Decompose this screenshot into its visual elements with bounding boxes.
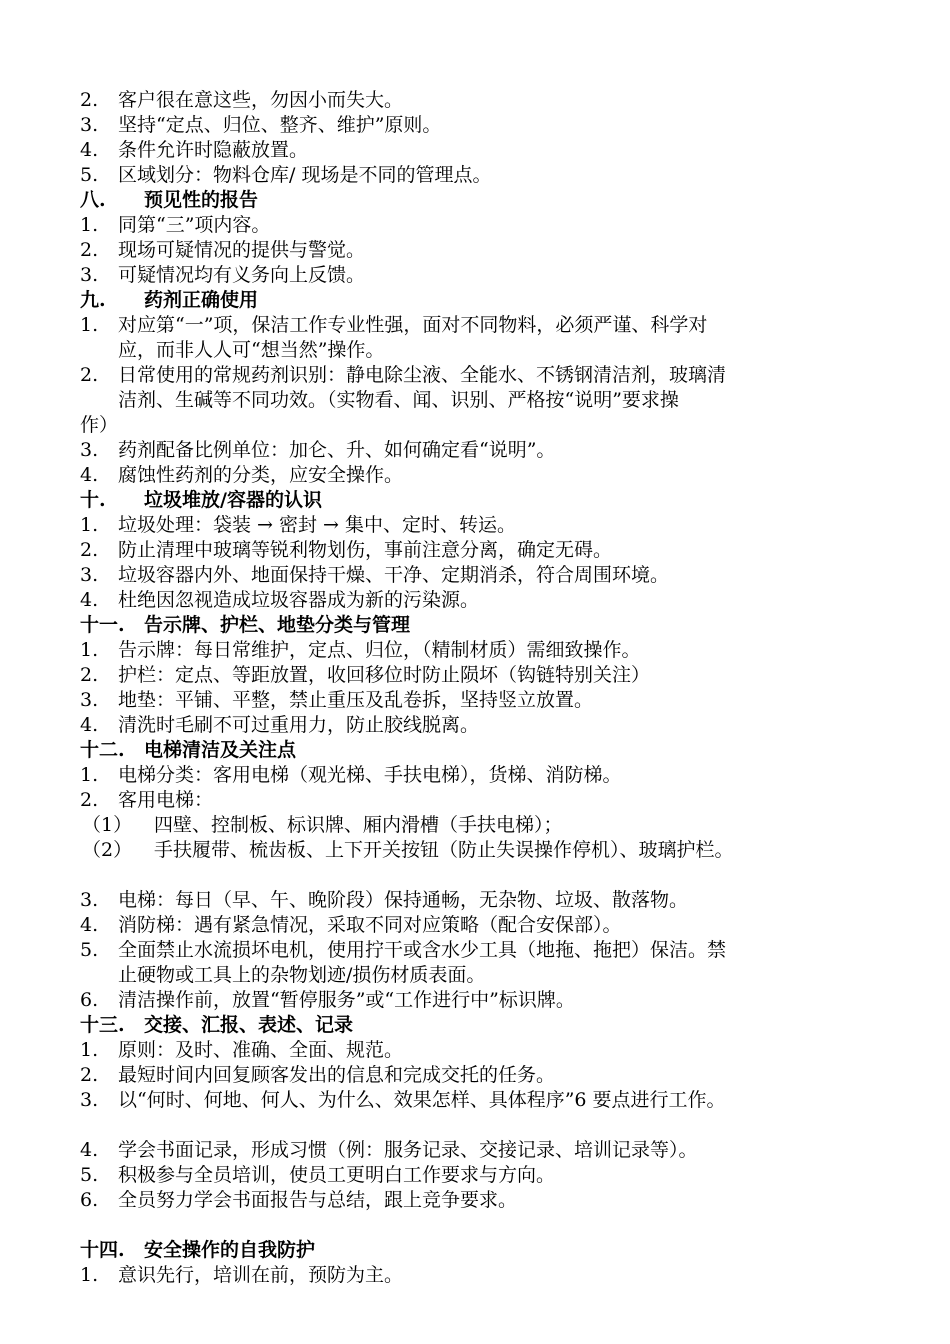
list-item bbox=[80, 1138, 910, 1163]
list-item bbox=[80, 313, 910, 338]
item-number: 1. bbox=[80, 1039, 99, 1061]
list-item bbox=[80, 588, 910, 613]
section-number: 十四. bbox=[80, 1239, 125, 1261]
item-number: 3. bbox=[80, 564, 99, 586]
item-number: 4. bbox=[80, 589, 99, 611]
item-number: 1. bbox=[80, 514, 99, 536]
list-item bbox=[80, 88, 910, 113]
section-number: 八. bbox=[80, 189, 106, 211]
list-item-continuation bbox=[80, 963, 910, 988]
section-number: 十二. bbox=[80, 739, 125, 761]
item-text: 同第“三”项内容。 bbox=[118, 214, 271, 236]
section-title: 安全操作的自我防护 bbox=[144, 1239, 316, 1261]
item-number: 2. bbox=[80, 664, 99, 686]
item-text: 防止清理中玻璃等锐利物划伤，事前注意分离，确定无碍。 bbox=[118, 539, 613, 561]
section-number: 九. bbox=[80, 289, 106, 311]
list-item bbox=[80, 688, 910, 713]
item-text: 杜绝因忽视造成垃圾容器成为新的污染源。 bbox=[118, 589, 480, 611]
list-item bbox=[80, 263, 910, 288]
sub-item-number: （2） bbox=[82, 839, 133, 861]
item-text: 告示牌：每日常维护，定点、归位，（精制材质）需细致操作。 bbox=[118, 639, 641, 661]
item-number: 3. bbox=[80, 1089, 99, 1111]
item-text: 全面禁止水流损坏电机，使用拧干或含水少工具（地拖、拖把）保洁。禁 bbox=[118, 939, 727, 961]
blank-line bbox=[80, 863, 910, 888]
item-number: 4. bbox=[80, 139, 99, 161]
section-heading bbox=[80, 188, 910, 213]
list-item bbox=[80, 1163, 910, 1188]
item-number: 5. bbox=[80, 1164, 99, 1186]
item-text: 清洗时毛刷不可过重用力，防止胶线脱离。 bbox=[118, 714, 480, 736]
item-text: 坚持“定点、归位、整齐、维护”原则。 bbox=[118, 114, 442, 136]
item-number: 4. bbox=[80, 714, 99, 736]
list-item bbox=[80, 513, 910, 538]
item-number: 3. bbox=[80, 114, 99, 136]
item-text: 可疑情况均有义务向上反馈。 bbox=[118, 264, 366, 286]
list-item bbox=[80, 888, 910, 913]
item-text: 洁剂、生碱等不同功效。（实物看、闻、识别、严格按“说明”要求操 bbox=[118, 389, 679, 411]
list-item bbox=[80, 1038, 910, 1063]
item-number: 3. bbox=[80, 439, 99, 461]
list-item bbox=[80, 1263, 910, 1288]
item-text: 护栏：定点、等距放置，收回移位时防止陨坏（钩链特别关注） bbox=[118, 664, 651, 686]
item-text: 意识先行，培训在前，预防为主。 bbox=[118, 1264, 404, 1286]
list-item bbox=[80, 213, 910, 238]
item-text: 止硬物或工具上的杂物划迹/损伤材质表面。 bbox=[118, 964, 486, 986]
blank-line bbox=[80, 1113, 910, 1138]
list-item bbox=[80, 1088, 910, 1113]
section-title: 告示牌、护栏、地垫分类与管理 bbox=[144, 614, 411, 636]
item-text: 现场可疑情况的提供与警觉。 bbox=[118, 239, 366, 261]
list-item bbox=[80, 1188, 910, 1213]
item-text: 四壁、控制板、标识牌、厢内滑槽（手扶电梯）； bbox=[154, 814, 563, 836]
list-item bbox=[80, 1063, 910, 1088]
list-item bbox=[80, 163, 910, 188]
item-number: 4. bbox=[80, 914, 99, 936]
item-number: 5. bbox=[80, 939, 99, 961]
section-heading bbox=[80, 288, 910, 313]
list-item bbox=[80, 363, 910, 388]
list-item bbox=[80, 913, 910, 938]
section-title: 预见性的报告 bbox=[144, 189, 259, 211]
section-number: 十一. bbox=[80, 614, 125, 636]
list-item bbox=[80, 113, 910, 138]
sub-item-number: （1） bbox=[82, 814, 133, 836]
section-heading bbox=[80, 488, 910, 513]
item-number: 4. bbox=[80, 1139, 99, 1161]
item-text: 垃圾处理：袋装 → 密封 → 集中、定时、转运。 bbox=[118, 514, 516, 536]
section-heading bbox=[80, 738, 910, 763]
section-number: 十. bbox=[80, 489, 106, 511]
list-item bbox=[80, 438, 910, 463]
list-item bbox=[80, 138, 910, 163]
item-number: 1. bbox=[80, 314, 99, 336]
item-number: 1. bbox=[80, 639, 99, 661]
list-item-continuation bbox=[80, 413, 910, 438]
item-text: 区域划分：物料仓库/ 现场是不同的管理点。 bbox=[118, 164, 492, 186]
item-number: 4. bbox=[80, 464, 99, 486]
item-text: 最短时间内回复顾客发出的信息和完成交托的任务。 bbox=[118, 1064, 556, 1086]
item-number: 5. bbox=[80, 164, 99, 186]
item-text: 全员努力学会书面报告与总结，跟上竞争要求。 bbox=[118, 1189, 518, 1211]
item-number: 1. bbox=[80, 1264, 99, 1286]
item-text: 电梯分类：客用电梯（观光梯、手扶电梯），货梯、消防梯。 bbox=[118, 764, 622, 786]
section-title: 电梯清洁及关注点 bbox=[144, 739, 297, 761]
list-item bbox=[80, 788, 910, 813]
item-text: 客用电梯： bbox=[118, 789, 214, 811]
section-heading bbox=[80, 1238, 910, 1263]
item-number: 2. bbox=[80, 789, 99, 811]
section-title: 药剂正确使用 bbox=[144, 289, 259, 311]
item-number: 3. bbox=[80, 689, 99, 711]
section-heading bbox=[80, 613, 910, 638]
list-item bbox=[80, 713, 910, 738]
section-title: 交接、汇报、表述、记录 bbox=[144, 1014, 354, 1036]
item-text: 原则：及时、准确、全面、规范。 bbox=[118, 1039, 404, 1061]
list-item-continuation bbox=[80, 338, 910, 363]
list-item bbox=[80, 988, 910, 1013]
item-text: 电梯：每日（早、午、晚阶段）保持通畅，无杂物、垃圾、散落物。 bbox=[118, 889, 689, 911]
list-item bbox=[80, 663, 910, 688]
list-item bbox=[80, 538, 910, 563]
item-text: 应，而非人人可“想当然”操作。 bbox=[118, 339, 385, 361]
item-text: 消防梯：遇有紧急情况，采取不同对应策略（配合安保部）。 bbox=[118, 914, 622, 936]
section-number: 十三. bbox=[80, 1014, 125, 1036]
list-item bbox=[80, 638, 910, 663]
list-item bbox=[80, 763, 910, 788]
item-text: 对应第“一”项，保洁工作专业性强，面对不同物料，必须严谨、科学对 bbox=[118, 314, 708, 336]
section-heading bbox=[80, 1013, 910, 1038]
item-text: 腐蚀性药剂的分类，应安全操作。 bbox=[118, 464, 404, 486]
item-text: 条件允许时隐蔽放置。 bbox=[118, 139, 309, 161]
list-item bbox=[80, 238, 910, 263]
item-number: 6. bbox=[80, 989, 99, 1011]
item-text: 日常使用的常规药剂识别：静电除尘液、全能水、不锈钢清洁剂，玻璃清 bbox=[118, 364, 727, 386]
item-number: 6. bbox=[80, 1189, 99, 1211]
item-number: 2. bbox=[80, 539, 99, 561]
list-item bbox=[80, 463, 910, 488]
list-item bbox=[80, 563, 910, 588]
item-text: 药剂配备比例单位：加仑、升、如何确定看“说明”。 bbox=[118, 439, 556, 461]
item-text: 垃圾容器内外、地面保持干燥、干净、定期消杀，符合周围环境。 bbox=[118, 564, 670, 586]
sub-list-item bbox=[80, 813, 910, 838]
item-number: 2. bbox=[80, 1064, 99, 1086]
item-text: 清洁操作前，放置“暂停服务”或“工作进行中”标识牌。 bbox=[118, 989, 575, 1011]
list-item bbox=[80, 938, 910, 963]
item-number: 1. bbox=[80, 214, 99, 236]
item-number: 3. bbox=[80, 889, 99, 911]
section-title: 垃圾堆放/容器的认识 bbox=[144, 489, 322, 511]
item-number: 2. bbox=[80, 239, 99, 261]
item-text: 手扶履带、梳齿板、上下开关按钮（防止失误操作停机）、玻璃护栏。 bbox=[154, 839, 734, 861]
sub-list-item bbox=[80, 838, 910, 863]
item-number: 1. bbox=[80, 764, 99, 786]
item-text: 学会书面记录，形成习惯（例：服务记录、交接记录、培训记录等）。 bbox=[118, 1139, 698, 1161]
document-body bbox=[80, 88, 910, 1288]
item-number: 2. bbox=[80, 89, 99, 111]
list-item-continuation bbox=[80, 388, 910, 413]
item-text: 地垫：平铺、平整，禁止重压及乱卷拆，坚持竖立放置。 bbox=[118, 689, 594, 711]
item-text: 积极参与全员培训，使员工更明白工作要求与方向。 bbox=[118, 1164, 556, 1186]
blank-line bbox=[80, 1213, 910, 1238]
item-number: 3. bbox=[80, 264, 99, 286]
item-text: 以“何时、何地、何人、为什么、效果怎样、具体程序”6 要点进行工作。 bbox=[118, 1089, 726, 1111]
item-text: 作） bbox=[80, 414, 119, 436]
item-number: 2. bbox=[80, 364, 99, 386]
item-text: 客户很在意这些，勿因小而失大。 bbox=[118, 89, 404, 111]
